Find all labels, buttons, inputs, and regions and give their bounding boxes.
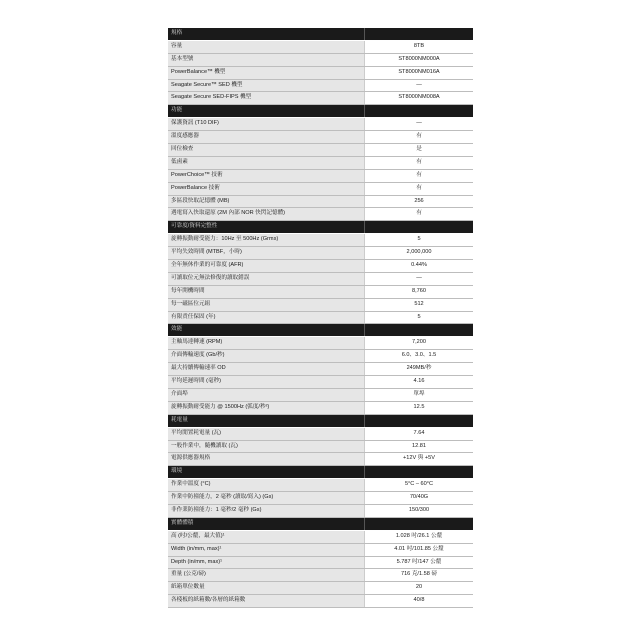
spec-value: 512 — [364, 299, 473, 311]
spec-value: 7.64 — [364, 428, 473, 440]
section-value-cell — [364, 221, 473, 233]
spec-label: 平均閒置耗電量 (瓦) — [168, 428, 364, 440]
spec-label: 回位檢查 — [168, 144, 364, 156]
spec-value: 12.81 — [364, 441, 473, 453]
spec-value: 有 — [364, 157, 473, 169]
spec-row — [168, 234, 473, 247]
spec-value: 單埠 — [364, 389, 473, 401]
spec-value: 2,000,000 — [364, 247, 473, 259]
spec-row — [168, 312, 473, 325]
spec-row — [168, 170, 473, 183]
section-title: 功能 — [168, 105, 364, 117]
spec-row — [168, 428, 473, 441]
spec-value: 有 — [364, 208, 473, 220]
spec-label: 溫度感應器 — [168, 131, 364, 143]
spec-label: 非作業防撞能力：1 毫秒/2 毫秒 (Gs) — [168, 505, 364, 517]
spec-row — [168, 402, 473, 415]
spec-value: — — [364, 80, 473, 92]
spec-row — [168, 441, 473, 454]
spec-row — [168, 389, 473, 402]
spec-value: 40/8 — [364, 595, 473, 607]
spec-label: 旋轉振動耐受能力：10Hz 至 500Hz (Grms) — [168, 234, 364, 246]
section-header-row — [168, 28, 473, 41]
spec-value: 20 — [364, 582, 473, 594]
spec-value: — — [364, 118, 473, 130]
spec-label: 容量 — [168, 41, 364, 53]
spec-value: 5 — [364, 312, 473, 324]
section-title: 可靠度/資料完整性 — [168, 221, 364, 233]
spec-label: Seagate Secure SED-FIPS 機型 — [168, 92, 364, 104]
spec-label: Depth (in/mm, max)¹ — [168, 557, 364, 569]
spec-value: 是 — [364, 144, 473, 156]
spec-value: 有 — [364, 131, 473, 143]
spec-row — [168, 157, 473, 170]
spec-value: 12.5 — [364, 402, 473, 414]
spec-label: 旋轉振動耐受能力 @ 1500Hz (弧度/秒²) — [168, 402, 364, 414]
spec-value: 249MB/秒 — [364, 363, 473, 375]
section-title: 規格 — [168, 28, 364, 40]
section-title: 實體體積 — [168, 518, 364, 530]
section-header-row — [168, 466, 473, 479]
spec-row — [168, 350, 473, 363]
spec-row — [168, 118, 473, 131]
spec-row — [168, 54, 473, 67]
spec-row — [168, 247, 473, 260]
spec-label: 平均失效時間 (MTBF，小時) — [168, 247, 364, 259]
spec-value: 有 — [364, 170, 473, 182]
spec-label: 多區段快取記憶體 (MB) — [168, 196, 364, 208]
spec-label: 電源供應器規格 — [168, 453, 364, 465]
spec-label: 各棧板的紙箱數/各層的紙箱數 — [168, 595, 364, 607]
spec-row — [168, 492, 473, 505]
spec-row — [168, 260, 473, 273]
spec-row — [168, 479, 473, 492]
spec-label: 有限責任保固 (年) — [168, 312, 364, 324]
spec-value: 6.0、3.0、1.5 — [364, 350, 473, 362]
spec-row — [168, 131, 473, 144]
spec-label: 最大持續傳輸速率 OD — [168, 363, 364, 375]
spec-value: 4.01 吋/101.85 公釐 — [364, 544, 473, 556]
spec-row — [168, 531, 473, 544]
spec-label: 每年開機時間 — [168, 286, 364, 298]
spec-label: 保護資訊 (T10 DIF) — [168, 118, 364, 130]
spec-row — [168, 92, 473, 105]
spec-label: 作業中溫度 (°C) — [168, 479, 364, 491]
spec-label: 可讀取位元無法修復的讀取錯誤 — [168, 273, 364, 285]
spec-row — [168, 273, 473, 286]
spec-row — [168, 208, 473, 221]
section-header-row — [168, 221, 473, 234]
spec-value: +12V 與 +5V — [364, 453, 473, 465]
section-title: 環境 — [168, 466, 364, 478]
spec-row — [168, 286, 473, 299]
section-value-cell — [364, 518, 473, 530]
spec-value: 5°C – 60°C — [364, 479, 473, 491]
spec-value: 716 克/1.58 磅 — [364, 569, 473, 581]
section-value-cell — [364, 324, 473, 336]
spec-row — [168, 595, 473, 608]
section-header-row — [168, 415, 473, 428]
spec-value: 150/300 — [364, 505, 473, 517]
section-value-cell — [364, 415, 473, 427]
spec-label: Width (in/mm, max)¹ — [168, 544, 364, 556]
spec-row — [168, 505, 473, 518]
spec-value: 5.787 吋/147 公釐 — [364, 557, 473, 569]
section-title: 效能 — [168, 324, 364, 336]
spec-label: Seagate Secure™ SED 機型 — [168, 80, 364, 92]
spec-label: 介面傳輸速度 (Gb/秒) — [168, 350, 364, 362]
spec-value: 70/40G — [364, 492, 473, 504]
spec-label: 平均延遲時間 (毫秒) — [168, 376, 364, 388]
spec-label: 重量 (公克/磅) — [168, 569, 364, 581]
spec-value: 0.44% — [364, 260, 473, 272]
spec-label: 低鹵素 — [168, 157, 364, 169]
spec-row — [168, 337, 473, 350]
spec-label: 全年無休作業的可靠度 (AFR) — [168, 260, 364, 272]
spec-row — [168, 582, 473, 595]
spec-row — [168, 80, 473, 93]
spec-value: 4.16 — [364, 376, 473, 388]
spec-row — [168, 376, 473, 389]
section-value-cell — [364, 28, 473, 40]
spec-value: 1.028 吋/26.1 公釐 — [364, 531, 473, 543]
spec-label: 主軸馬達轉速 (RPM) — [168, 337, 364, 349]
spec-row — [168, 183, 473, 196]
section-title: 耗電量 — [168, 415, 364, 427]
spec-label: 介面埠 — [168, 389, 364, 401]
section-value-cell — [364, 105, 473, 117]
section-header-row — [168, 105, 473, 118]
spec-label: PowerBalance 技術 — [168, 183, 364, 195]
spec-value: ST8000NM000A — [364, 54, 473, 66]
spec-row — [168, 299, 473, 312]
spec-value: 7,200 — [364, 337, 473, 349]
spec-value: 有 — [364, 183, 473, 195]
spec-label: 每一磁區位元組 — [168, 299, 364, 311]
spec-value: 5 — [364, 234, 473, 246]
spec-row — [168, 569, 473, 582]
spec-label: 高 (吋/公釐，最大值)¹ — [168, 531, 364, 543]
spec-row — [168, 67, 473, 80]
spec-label: PowerBalance™ 機型 — [168, 67, 364, 79]
spec-value: ST8000NM008A — [364, 92, 473, 104]
spec-label: 一般作業中，隨機讀取 (瓦) — [168, 441, 364, 453]
spec-row — [168, 544, 473, 557]
spec-row — [168, 196, 473, 209]
spec-label: 基本型號 — [168, 54, 364, 66]
section-header-row — [168, 324, 473, 337]
section-value-cell — [364, 466, 473, 478]
spec-row — [168, 453, 473, 466]
spec-value: ST8000NM016A — [364, 67, 473, 79]
section-header-row — [168, 518, 473, 531]
spec-value: — — [364, 273, 473, 285]
spec-label: PowerChoice™ 技術 — [168, 170, 364, 182]
spec-label: 遇電寫入快取還原 (2M 內部 NOR 快閃記憶體) — [168, 208, 364, 220]
spec-table — [168, 28, 473, 608]
spec-row — [168, 557, 473, 570]
spec-value: 8,760 — [364, 286, 473, 298]
spec-row — [168, 363, 473, 376]
spec-value: 8TB — [364, 41, 473, 53]
spec-row — [168, 41, 473, 54]
spec-value: 256 — [364, 196, 473, 208]
spec-row — [168, 144, 473, 157]
spec-label: 紙箱單位數量 — [168, 582, 364, 594]
spec-label: 作業中防撞能力，2 毫秒 (讀取/寫入) (Gs) — [168, 492, 364, 504]
